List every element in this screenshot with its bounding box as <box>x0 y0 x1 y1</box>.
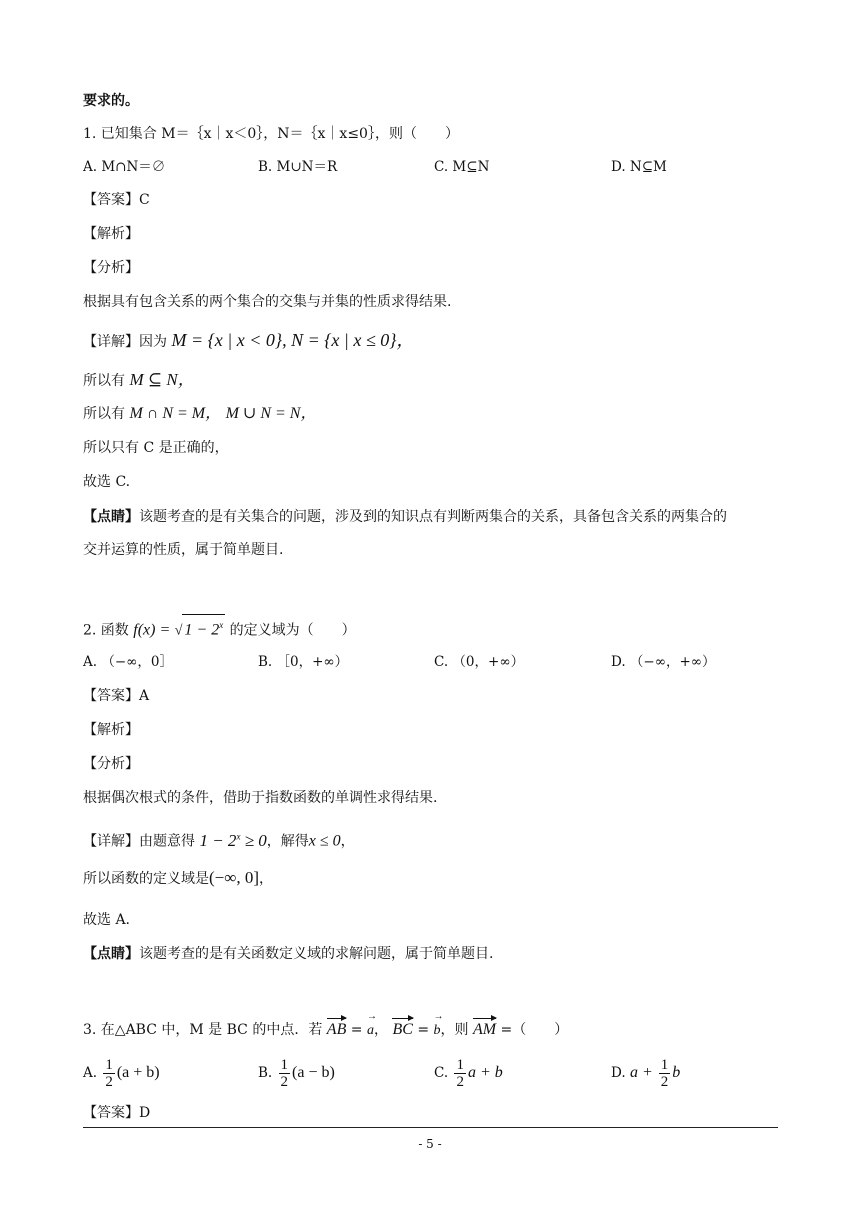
q2-option-c: C. （0，+∞） <box>434 654 525 670</box>
q1-option-a: A. M∩N＝∅ <box>83 159 166 175</box>
q3-option-c <box>434 1055 503 1091</box>
q3-eq-b: = <box>412 1022 434 1038</box>
q2-fenxi-heading: 【分析】 <box>83 756 139 772</box>
footer-divider <box>83 1127 778 1128</box>
q2-stem: 2. 函数 f(x) = √ $1 - 2^x$ 的定义域为（ ） <box>83 614 356 641</box>
q1-fenxi-heading: 【分析】 <box>83 260 139 276</box>
q2-detail-math <box>199 831 266 850</box>
q2-stem-func: f(x) = <box>133 621 171 639</box>
q3-option-d-fraction <box>659 1057 671 1090</box>
q1-jiexi-heading: 【解析】 <box>83 226 139 242</box>
q2-comment-label: 【点睛】 <box>83 946 139 962</box>
q2-radicand: 1 − 2 <box>184 621 220 639</box>
q1-comment-line1: 该题考查的是有关集合的问题，涉及到的知识点有判断两集合的关系，具备包含关系的两集合的 <box>139 509 727 525</box>
q2-detail-mid: ，解得 <box>266 833 309 850</box>
q2-comment <box>83 944 493 964</box>
q2-step1-pre: 所以函数的定义域是 <box>83 871 209 887</box>
q3-option-c-label: C. <box>434 1065 449 1081</box>
q3-option-b <box>258 1055 335 1091</box>
q1-step1 <box>83 370 195 391</box>
q2-comment-text: 该题考查的是有关函数定义域的求解问题，属于简单题目. <box>139 946 494 962</box>
q1-step2-pre: 所以有 <box>83 406 125 422</box>
q3-option-d-a: a + <box>629 1064 657 1081</box>
q3-option-c-a: a <box>467 1064 476 1081</box>
q1-step2-math-b: M ∪ N = N， <box>225 405 317 422</box>
q2-detail-math-c: x ≤ 0 <box>308 832 341 850</box>
q3-option-a-label: A. <box>83 1065 98 1081</box>
q3-vector-am: AM <box>473 1018 496 1040</box>
q1-option-d: D. N⊆M <box>611 159 667 175</box>
q3-option-c-b: + b <box>475 1064 503 1081</box>
q1-step2-math-a: M ∩ N = M， <box>129 405 222 422</box>
q3-option-a-body: (a + b) <box>116 1064 160 1081</box>
intro-text: 要求的。 <box>83 93 139 109</box>
q2-detail-pre: 由题意得 <box>139 833 195 850</box>
q3-vector-ab: AB <box>327 1018 347 1040</box>
q1-stem: 1. 已知集合 M＝｛x｜x＜0｝，N＝｛x｜x≤0｝，则（ ） <box>83 126 459 142</box>
q3-stem <box>83 1018 568 1041</box>
q3-stem-b: ， <box>373 1022 388 1038</box>
q2-jiexi-heading: 【解析】 <box>83 722 139 738</box>
q3-option-d-num: 1 <box>660 1057 669 1073</box>
q1-step1-pre: 所以有 <box>83 373 125 389</box>
q2-stem-pre: 2. 函数 <box>83 622 129 639</box>
q3-option-b-fraction <box>279 1057 291 1090</box>
q2-radical <box>182 614 225 640</box>
q3-option-a <box>83 1055 160 1091</box>
q3-option-c-den: 2 <box>456 1074 464 1090</box>
q1-conclusion: 故选 C. <box>83 474 131 490</box>
q3-eq-a: = <box>346 1022 367 1038</box>
q2-conclusion: 故选 A. <box>83 912 131 928</box>
q1-analysis: 根据具有包含关系的两个集合的交集与并集的性质求得结果. <box>83 294 452 310</box>
q3-stem-a: 3. 在△ABC 中，M 是 BC 的中点．若 <box>83 1022 323 1038</box>
q1-detail-math: M = {x | x < 0}, N = {x | x ≤ 0}， <box>171 330 415 350</box>
q3-option-b-num: 1 <box>280 1057 289 1073</box>
q1-option-b: B. M∪N＝R <box>258 159 338 175</box>
q3-vector-b: → b <box>434 1021 441 1041</box>
q1-comment-label: 【点睛】 <box>83 509 139 525</box>
q2-detail-label: 【详解】 <box>83 833 139 850</box>
q3-option-b-den: 2 <box>280 1074 289 1090</box>
q1-detail <box>83 330 414 352</box>
q3-option-d-label: D. <box>611 1065 626 1081</box>
q2-step1 <box>83 868 273 889</box>
q1-comment <box>83 507 727 527</box>
q2-option-a: A. （−∞，0］ <box>83 654 173 670</box>
q3-option-b-label: B. <box>258 1065 273 1081</box>
q1-step3: 所以只有 C 是正确的， <box>83 440 229 456</box>
q3-answer: 【答案】D <box>83 1105 151 1121</box>
q3-option-a-den: 2 <box>105 1074 113 1090</box>
q2-step1-math: (−∞, 0] <box>209 868 260 887</box>
q1-detail-pre: 因为 <box>139 334 167 350</box>
q3-stem-c: ，则 <box>440 1022 469 1038</box>
q2-option-b: B. ［0，+∞） <box>258 654 349 670</box>
q3-option-d-b: b <box>672 1064 681 1081</box>
q2-detail-end: ， <box>340 833 355 850</box>
q2-detail-math-b: ≥ 0 <box>240 830 267 850</box>
q2-step1-end: ， <box>259 871 274 887</box>
q1-comment-line2: 交并运算的性质，属于简单题目. <box>83 542 284 558</box>
q3-vector-a: → a <box>367 1021 374 1041</box>
q3-option-c-num: 1 <box>456 1057 464 1073</box>
q2-exponent: x <box>219 620 224 630</box>
q1-detail-label: 【详解】 <box>83 334 139 350</box>
q2-option-d: D. （−∞，+∞） <box>611 654 716 670</box>
q2-analysis: 根据偶次根式的条件，借助于指数函数的单调性求得结果. <box>83 790 438 806</box>
q2-answer: 【答案】A <box>83 688 150 704</box>
q1-option-c: C. M⊆N <box>434 159 490 175</box>
q3-stem-d: =（ ） <box>496 1022 569 1038</box>
q1-step2 <box>83 404 316 424</box>
page-number: - 5 - <box>418 1137 442 1151</box>
q1-answer: 【答案】C <box>83 192 150 208</box>
q3-option-c-fraction <box>454 1057 466 1090</box>
q2-detail-math-a: 1 − 2 <box>199 830 237 850</box>
q3-option-a-fraction <box>103 1057 115 1090</box>
q3-option-b-body: (a − b) <box>292 1064 335 1081</box>
q2-stem-post: 的定义域为（ ） <box>229 622 356 639</box>
q2-detail-exp: x <box>236 831 241 841</box>
q3-option-d-den: 2 <box>660 1074 669 1090</box>
q3-vector-bc: BC <box>392 1018 412 1040</box>
q3-option-a-num: 1 <box>105 1057 113 1073</box>
q2-detail <box>83 826 355 852</box>
q1-step1-math: M ⊆ N， <box>129 370 195 389</box>
q3-option-d <box>611 1055 680 1091</box>
